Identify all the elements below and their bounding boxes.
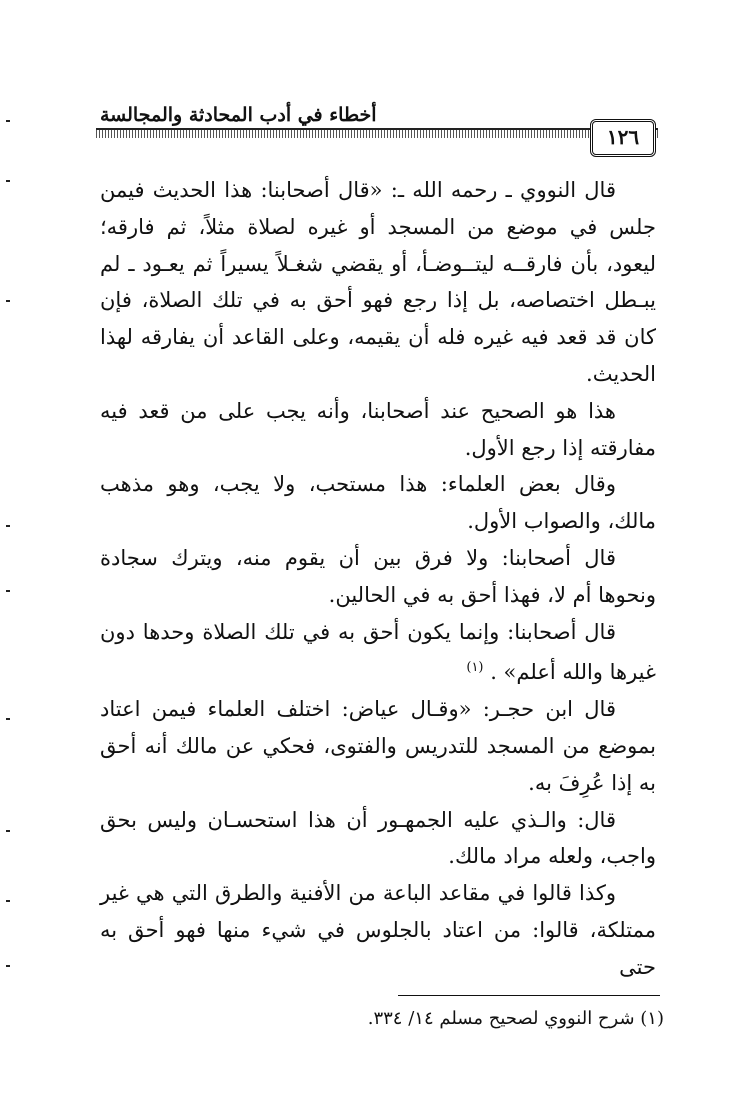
paragraph-6: قال ابن حجـر: «وقـال عياض: اختلف العلماء فيمن اعتاد بموضع من المسجد للتدريس والفتوى، فحكي عن مالك أنه أحق به إذا عُرِفَ به. [100,697,656,795]
margin-mark [6,180,10,182]
page-number: ١٢٦ [590,119,656,157]
paragraph-5-text: قال أصحابنا: وإنما يكون أحق به في تلك الصلاة وحدها دون غيرها والله أعلم» . [100,619,656,685]
margin-mark [6,300,10,302]
footnote-rule [398,995,660,996]
header-rule [96,128,658,138]
paragraph-4: قال أصحابنا: ولا فرق بين أن يقوم منه، ويترك سجادة ونحوها أم لا، فهذا أحق به في الحالين. [100,545,656,607]
running-title: أخطاء في أدب المحادثة والمجالسة [100,104,377,126]
margin-mark [6,590,10,592]
paragraph-5 [100,614,656,692]
paragraph-1: قال النووي ـ رحمه الله ـ: «قال أصحابنا: هذا الحديث فيمن جلس في موضع من المسجد أو غيره لصلاة مثلاً، ثم فارقه؛ ليعود، بأن فارقــه ليتــوضـأ، أو يقضي شغـلاً يسيراً ثم يعـود ـ لم يبـطل اختصاصه، بل إذا رجع فهو أحق به في تلك الصلاة، فإن كان قد قعد فيه غيره فله أن يقيمه، وعلى القاعد أن يفارقه لهذا الحديث. [100,178,656,386]
margin-mark [6,120,10,122]
paragraph-3: وقال بعض العلماء: هذا مستحب، ولا يجب، وهو مذهب مالك، والصواب الأول. [100,472,656,534]
footnote-reference: (١) [466,660,484,676]
paragraph-2: هذا هو الصحيح عند أصحابنا، وأنه يجب على من قعد فيه مفارقته إذا رجع الأول. [100,398,656,460]
margin-mark [6,830,10,832]
margin-mark [6,965,10,967]
footnote: (١) شرح النووي لصحيح مسلم ١٤/ ٣٣٤. [367,1008,664,1029]
body-text [100,172,656,986]
margin-mark [6,718,10,720]
paragraph-8: وكذا قالوا في مقاعد الباعة من الأفنية والطرق التي هي غير ممتلكة، قالوا: من اعتاد بالجلوس في شيء منها فهو أحق به حتى [100,881,656,979]
paragraph-7: قال: والـذي عليه الجمهـور أن هذا استحسـان وليس بحق واجب، ولعله مراد مالك. [100,807,656,869]
margin-mark [6,525,10,527]
margin-mark [6,900,10,902]
